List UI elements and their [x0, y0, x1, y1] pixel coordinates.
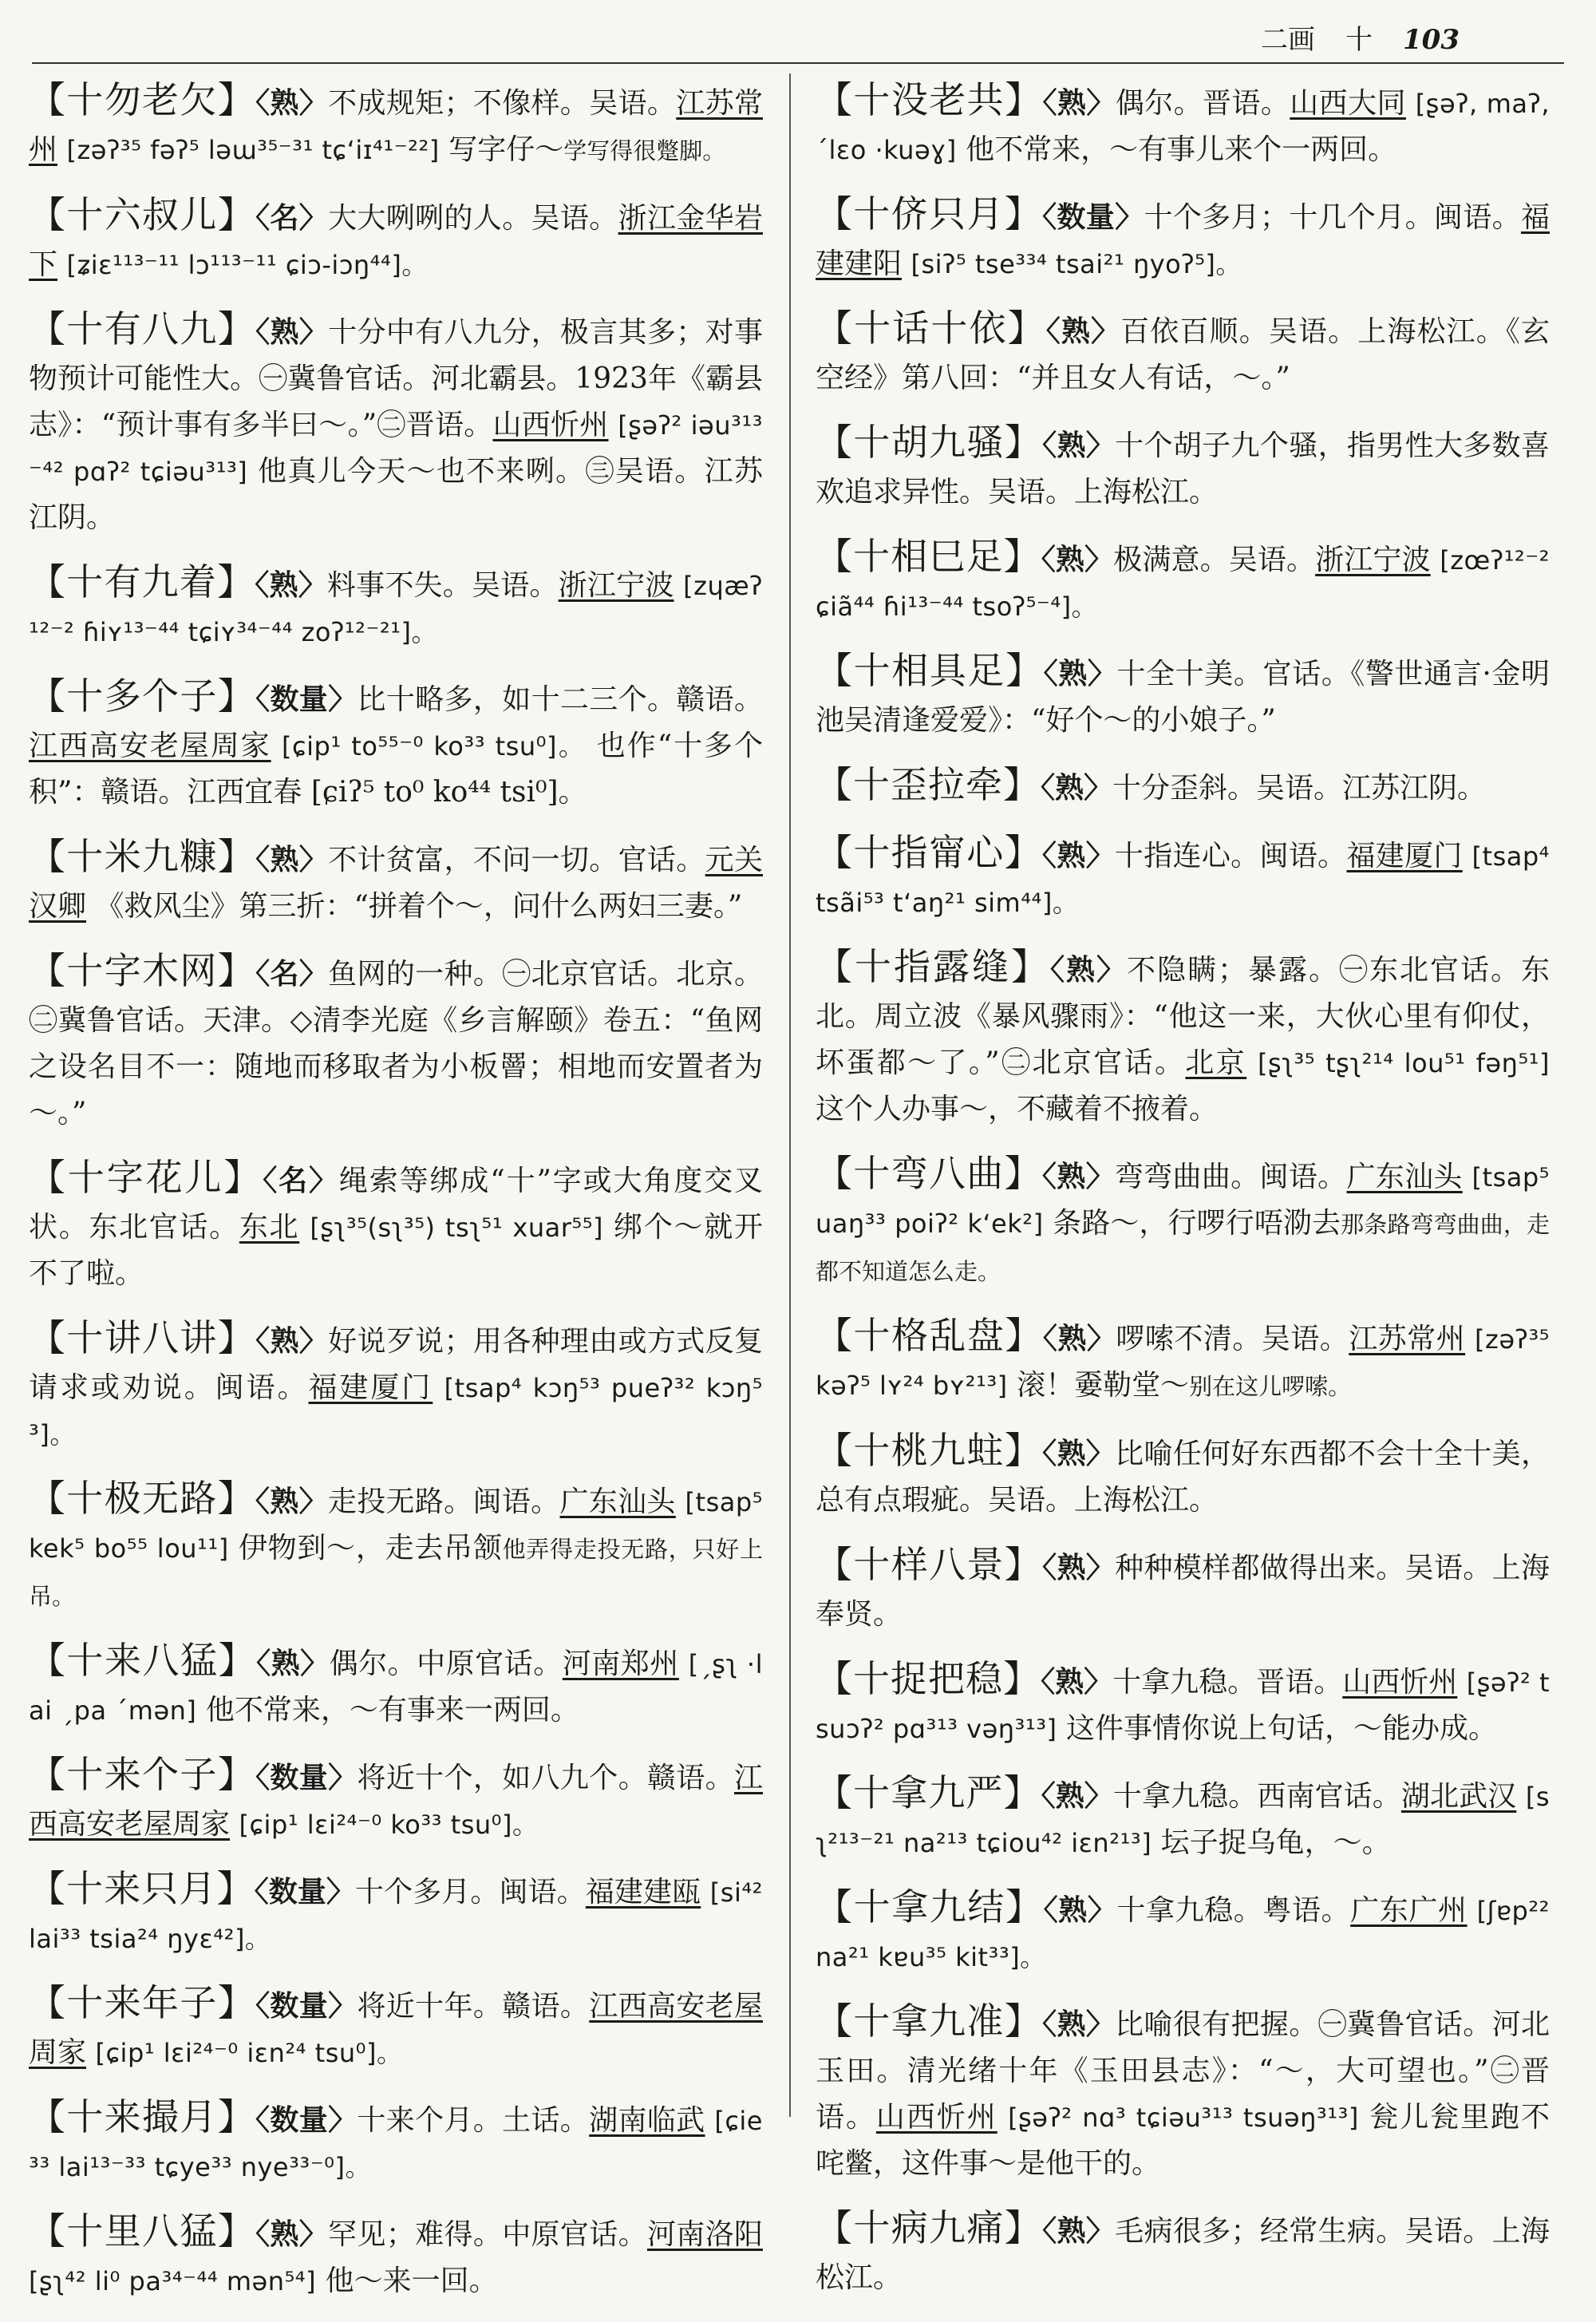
entry-example: 瓮儿瓮里跑不咤鳖，这件事～是他干的。	[816, 2101, 1550, 2180]
entry-headword: 【十拿九结】	[816, 1885, 1044, 1928]
entry-definition: 十个胡子九个骚，指男性大多数喜欢追求异性。吴语。上海松江。	[816, 429, 1550, 508]
entry-pos-tag: 〈熟〉	[1042, 2214, 1116, 2248]
entry-pos-tag: 〈熟〉	[255, 1485, 328, 1518]
entry-phonetic: [tsap⁴ kɔŋ⁵³ pueʔ³² kɔŋ⁵³]。	[29, 1373, 763, 1450]
entry-headword: 【十来八猛】	[29, 1639, 257, 1682]
entry-definition: 将近十年。赣语。	[357, 1990, 590, 2023]
dictionary-entry	[29, 1865, 763, 1962]
entry-headword: 【十病九痛】	[816, 2206, 1043, 2249]
entry-headword: 【十来只月】	[29, 1867, 255, 1910]
entry-place-name: 浙江宁波	[1315, 544, 1431, 576]
entry-definition: 十拿九稳。西南官话。	[1112, 1780, 1401, 1813]
entry-definition: 十拿九稳。粤语。	[1116, 1894, 1351, 1927]
entry-example: 他～来一回。	[325, 2265, 498, 2297]
entry-definition: 偶尔。晋语。	[1115, 87, 1290, 120]
entry-phonetic: [ʂʅ³⁵(sʅ³⁵) tsʅ⁵¹ xuar⁵⁵]	[310, 1212, 604, 1243]
entry-place-name: 广东广州	[1350, 1894, 1468, 1927]
dictionary-entry	[816, 647, 1550, 744]
dictionary-entry	[29, 192, 763, 288]
entry-definition: 比十略多，如十二三个。赣语。	[357, 683, 763, 716]
entry-phonetic: [zœʔ¹²⁻² ɕiã⁴⁴ ɦi¹³⁻⁴⁴ tsoʔ⁵⁻⁴]。	[816, 545, 1550, 622]
entry-headword: 【十里八猛】	[29, 2209, 256, 2253]
entry-definition: 十个多月；十几个月。闽语。	[1144, 201, 1521, 234]
dictionary-entry	[29, 1980, 763, 2076]
dictionary-entry	[816, 943, 1550, 1133]
dictionary-entry	[29, 1637, 763, 1734]
dictionary-entry	[816, 305, 1550, 402]
entry-pos-tag: 〈数量〉	[255, 1761, 358, 1794]
entry-example: 这个人办事～，不藏着不掖着。	[816, 1093, 1219, 1125]
right-column	[816, 77, 1550, 2319]
entry-phonetic: [tsap⁵ uaŋ³³ poiʔ² kʻek²]	[816, 1162, 1550, 1239]
column-divider	[789, 73, 791, 2117]
entry-pos-tag: 〈熟〉	[1050, 953, 1127, 987]
entry-pos-tag: 〈熟〉	[255, 843, 329, 876]
dictionary-entry	[816, 761, 1550, 812]
page-header	[1261, 18, 1564, 57]
entry-place-name: 山西忻州	[492, 409, 609, 441]
entry-definition: 鱼网的一种。㊀北京官话。北京。㊁冀鲁官话。天津。◇清李光庭《乡言解颐》卷五：“鱼网之设名目不一：随地而移取者为小板罾；相地而安置者为～。”	[29, 958, 763, 1129]
entry-phonetic: [ʂəʔ² iəu³¹³⁻⁴² pɑʔ² tɕiəu³¹³]	[29, 410, 763, 487]
entry-headword: 【十字木网】	[29, 949, 256, 992]
entry-pos-tag: 〈熟〉	[1042, 1437, 1116, 1470]
dictionary-entry	[29, 2094, 763, 2190]
entry-headword: 【十拿九准】	[816, 2000, 1043, 2043]
entry-phonetic: [ɕip¹ lɛi²⁴⁻⁰ ko³³ tsu⁰]。	[239, 1810, 539, 1840]
entry-pos-tag: 〈熟〉	[255, 568, 327, 602]
entry-headword: 【十指甯心】	[816, 831, 1042, 874]
entry-place-name: 福建厦门	[308, 1371, 433, 1404]
page-number: 103	[1403, 24, 1460, 56]
entry-definition: 偶尔。中原官话。	[329, 1648, 563, 1680]
entry-gloss: 别在这儿啰嗦。	[1189, 1373, 1352, 1400]
entry-definition: 极满意。吴语。	[1113, 544, 1316, 576]
entry-place-name: 浙江宁波	[558, 569, 674, 602]
entry-headword: 【十有八九】	[29, 307, 256, 350]
entry-definition: 将近十个，如八九个。赣语。	[357, 1762, 734, 1794]
entry-place-name: 湖南临武	[589, 2104, 705, 2137]
entry-phonetic: [ɕie³³ lai¹³⁻³³ tɕye³³ nye³³⁻⁰]。	[29, 2106, 763, 2182]
entry-place-name: 江西高安老屋周家	[29, 730, 271, 762]
entry-definition: 十拿九稳。晋语。	[1112, 1666, 1343, 1699]
entry-definition: 毛病很多；经常生病。吴语。上海松江。	[816, 2215, 1550, 2294]
entry-headword: 【十相具足】	[816, 649, 1044, 692]
entry-place-name: 浙江金华岩下	[29, 202, 763, 281]
entry-phonetic: [ˏʂʅ ·lai ˏpa ˊmən]	[29, 1649, 763, 1726]
entry-headword: 【十来个子】	[29, 1753, 256, 1796]
entry-definition: 十个多月。闽语。	[355, 1876, 586, 1909]
entry-example: 这件事情你说上句话，～能办成。	[1065, 1712, 1497, 1745]
entry-gloss: 那条路弯弯曲曲，走都不知道怎么走。	[816, 1211, 1550, 1285]
entry-definition: 比喻任何好东西都不会十全十美，总有点瑕疵。吴语。上海松江。	[816, 1438, 1550, 1517]
entry-pos-tag: 〈熟〉	[1042, 86, 1116, 120]
entry-place-name: 山西忻州	[1342, 1666, 1458, 1699]
dictionary-entry	[29, 1751, 763, 1848]
entry-pos-tag: 〈数量〉	[255, 2103, 358, 2137]
entry-pos-tag: 〈熟〉	[1043, 657, 1117, 690]
entry-example: 他真儿今天～也不来咧。㊂吴语。江苏江阴。	[29, 455, 763, 534]
entry-definition: 百依百顺。吴语。上海松江。《玄空经》第八回：“并且女人有话，～。”	[816, 315, 1550, 394]
entry-phonetic: [si⁴² lai³³ tsia²⁴ ŋyɛ⁴²]。	[29, 1877, 763, 1954]
entry-definition: 大大咧咧的人。吴语。	[328, 202, 618, 235]
dictionary-entry	[29, 2208, 763, 2304]
entry-pos-tag: 〈熟〉	[1042, 1322, 1116, 1355]
entry-phonetic: [zəʔ³⁵ fəʔ⁵ ləɯ³⁵⁻³¹ tɕʻiɪ⁴¹⁻²²]	[66, 135, 440, 165]
entry-pos-tag: 〈熟〉	[256, 1647, 330, 1680]
entry-pos-tag: 〈熟〉	[1042, 2008, 1116, 2041]
dictionary-entry	[816, 1427, 1550, 1524]
entry-headword: 【十六叔儿】	[29, 193, 256, 236]
entry-headword: 【十拿九严】	[816, 1771, 1041, 1814]
dictionary-entry	[29, 947, 763, 1137]
entry-phonetic: [ʃɐp²² na²¹ kɐu³⁵ kit³³]。	[816, 1896, 1550, 1972]
entry-place-name: 山西大同	[1290, 87, 1406, 120]
entry-headword: 【十格乱盘】	[816, 1314, 1043, 1357]
entry-headword: 【十讲八讲】	[29, 1316, 256, 1359]
dictionary-entry	[29, 77, 763, 174]
dictionary-entry	[29, 559, 763, 655]
entry-definition: 不计贫富，不问一切。官话。	[328, 844, 705, 876]
entry-definition: 料事不失。吴语。	[326, 569, 559, 602]
entry-headword: 【十侪只月】	[816, 192, 1043, 235]
entry-phonetic: [ʑiɛ¹¹³⁻¹¹ lɔ¹¹³⁻¹¹ ɕiɔ-iɔŋ⁴⁴]。	[66, 250, 428, 280]
entry-headword: 【十有九着】	[29, 560, 255, 603]
entry-headword: 【十胡九骚】	[816, 421, 1043, 464]
header-char: 十	[1345, 24, 1373, 56]
entry-example: 也作“十多个积”：赣语。江西宜春 [ɕiʔ⁵ to⁰ ko⁴⁴ tsi⁰]。	[29, 730, 763, 809]
entry-phonetic: [tsap⁴ tsãi⁵³ tʻaŋ²¹ sim⁴⁴]。	[816, 841, 1550, 918]
entry-pos-tag: 〈熟〉	[255, 2217, 329, 2251]
entry-pos-tag: 〈熟〉	[1041, 771, 1113, 805]
entry-pos-tag: 〈熟〉	[1043, 1893, 1117, 1927]
entry-place-name: 江苏常州	[1349, 1323, 1466, 1355]
entry-headword: 【十样八景】	[816, 1543, 1043, 1586]
entry-phonetic: [ʂʅ³⁵ tʂʅ²¹⁴ lou⁵¹ fəŋ⁵¹]	[1258, 1048, 1550, 1078]
entry-pos-tag: 〈熟〉	[1042, 1551, 1116, 1584]
entry-example: 他不常来，～有事来一两回。	[205, 1694, 579, 1727]
entry-phonetic: [zəʔ³⁵ kəʔ⁵ lʏ²⁴ bʏ²¹³]	[816, 1324, 1550, 1401]
entry-phonetic: [tsap⁵ kek⁵ bo⁵⁵ lou¹¹]	[29, 1487, 763, 1564]
entry-headword: 【十来年子】	[29, 1981, 256, 2024]
entry-pos-tag: 〈熟〉	[1041, 543, 1114, 576]
entry-pos-tag: 〈名〉	[263, 1164, 339, 1197]
entry-pos-tag: 〈数量〉	[255, 1989, 358, 2023]
entry-headword: 【十多个子】	[29, 674, 256, 718]
entry-pos-tag: 〈熟〉	[255, 315, 329, 349]
entry-headword: 【十极无路】	[29, 1477, 255, 1520]
entry-definition: 十全十美。官话。《警世通言·金明池吴清逢爱爱》：“好个～的小娘子。”	[816, 658, 1550, 737]
entry-definition: 弯弯曲曲。闽语。	[1114, 1161, 1347, 1193]
entry-place-name: 湖北武汉	[1400, 1780, 1517, 1813]
entry-headword: 【十字花儿】	[29, 1156, 263, 1199]
entry-phonetic: [zɥæʔ¹²⁻² ɦiʏ¹³⁻⁴⁴ tɕiʏ³⁴⁻⁴⁴ zoʔ¹²⁻²¹]。	[29, 571, 763, 647]
entry-place-name: 江苏常州	[29, 87, 763, 166]
entry-headword: 【十勿老欠】	[29, 78, 256, 121]
entry-gloss: 他弄得走投无路，只好上吊。	[29, 1536, 763, 1610]
entry-pos-tag: 〈熟〉	[1045, 314, 1121, 348]
entry-definition: 绳索等绑成“十”字或大角度交叉状。东北官话。	[29, 1165, 763, 1244]
entry-phonetic: [ʂʅ⁴² li⁰ pa³⁴⁻⁴⁴ mən⁵⁴]	[29, 2266, 317, 2296]
dictionary-entry	[29, 306, 763, 541]
entry-definition: 十分歪斜。吴语。江苏江阴。	[1112, 772, 1487, 805]
entry-example: 《救风尘》第三折：“拼着个～，问什么两妇三妻。”	[95, 890, 743, 923]
entry-place-name: 北京	[1185, 1046, 1247, 1079]
entry-pos-tag: 〈熟〉	[255, 1324, 329, 1358]
entry-phonetic: [ʂəʔ² tsuɔʔ² pɑ³¹³ vəŋ³¹³]	[816, 1667, 1550, 1744]
dictionary-entry	[816, 191, 1550, 287]
entry-pos-tag: 〈熟〉	[1041, 1779, 1113, 1813]
dictionary-entry	[816, 2205, 1550, 2301]
entry-example: 写字仔～	[448, 133, 564, 166]
entry-headword: 【十话十依】	[816, 307, 1046, 350]
entry-definition: 罕见；难得。中原官话。	[328, 2218, 647, 2251]
entry-place-name: 江西高安老屋周家	[29, 1990, 763, 2069]
entry-place-name: 江西高安老屋周家	[29, 1762, 763, 1841]
entry-definition: 种种模样都做得出来。吴语。上海奉贤。	[816, 1552, 1550, 1631]
entry-pos-tag: 〈熟〉	[1042, 429, 1116, 462]
dictionary-entry	[816, 419, 1550, 516]
entry-place-name: 元关汉卿	[29, 844, 763, 923]
dictionary-entry	[816, 1312, 1550, 1410]
dictionary-entry	[816, 1655, 1550, 1752]
entry-example: 坛子捉乌龟，～。	[1160, 1826, 1391, 1859]
entry-definition: 好说歹说；用各种理由或方式反复请求或劝说。闽语。	[29, 1325, 763, 1404]
entry-place-name: 河南洛阳	[646, 2218, 763, 2251]
entry-definition: 走投无路。闽语。	[327, 1485, 560, 1518]
entry-definition: 不成规矩；不像样。吴语。	[328, 87, 677, 120]
entry-place-name: 福建建阳	[816, 201, 1550, 280]
dictionary-entry	[816, 1770, 1550, 1866]
entry-place-name: 广东汕头	[1346, 1161, 1463, 1193]
entry-place-name: 东北	[239, 1211, 300, 1244]
entry-example: 绑个～就开不了啦。	[29, 1211, 763, 1290]
entry-headword: 【十来撮月】	[29, 2095, 256, 2138]
dictionary-entry	[816, 1884, 1550, 1980]
entry-place-name: 福建建瓯	[585, 1876, 701, 1909]
entry-pos-tag: 〈熟〉	[1041, 1665, 1113, 1699]
entry-headword: 【十弯八曲】	[816, 1152, 1042, 1195]
entry-place-name: 广东汕头	[559, 1485, 676, 1518]
header-section: 二画	[1261, 24, 1315, 56]
entry-phonetic: [sʅ²¹³⁻²¹ na²¹³ tɕiou⁴² iɛn²¹³]	[816, 1782, 1550, 1858]
entry-example: 他不常来，～有事儿来个一两回。	[966, 133, 1397, 166]
entry-gloss: 学写得很蹩脚。	[563, 137, 726, 164]
entry-place-name: 山西忻州	[875, 2101, 998, 2134]
dictionary-entry	[816, 829, 1550, 926]
entry-definition: 十指连心。闽语。	[1114, 840, 1347, 872]
entry-phonetic: [ɕip¹ to⁵⁵⁻⁰ ko³³ tsu⁰]。	[282, 731, 587, 761]
entry-pos-tag: 〈数量〉	[255, 682, 358, 716]
entry-definition: 啰嗦不清。吴语。	[1116, 1323, 1349, 1355]
entry-example: 滚！嫑勒堂～	[1017, 1369, 1190, 1402]
dictionary-entry	[29, 1475, 763, 1620]
entry-place-name: 福建厦门	[1346, 840, 1463, 872]
entry-pos-tag: 〈名〉	[255, 201, 329, 235]
entry-headword: 【十相巳足】	[816, 535, 1041, 578]
entry-headword: 【十捉把稳】	[816, 1657, 1041, 1700]
entry-phonetic: [ʂəʔ² nɑ³ tɕiəu³¹³ tsuəŋ³¹³]	[1008, 2102, 1359, 2133]
entry-pos-tag: 〈熟〉	[1041, 839, 1115, 872]
entry-example: 条路～，行啰行唔泐去	[1053, 1207, 1341, 1240]
entry-headword: 【十桃九蛀】	[816, 1429, 1043, 1472]
entry-pos-tag: 〈数量〉	[254, 1875, 356, 1909]
dictionary-entry	[29, 833, 763, 930]
entry-definition: 不隐瞒；暴露。㊀东北官话。东北。周立波《暴风骤雨》：“他这一来，大伙心里有仰仗，坏蛋都～了。”㊁北京官话。	[816, 954, 1550, 1079]
entry-pos-tag: 〈名〉	[255, 957, 329, 991]
entry-phonetic: [siʔ⁵ tse³³⁴ tsai²¹ ŋyoʔ⁵]。	[911, 249, 1242, 279]
dictionary-entry	[816, 1541, 1550, 1638]
entry-headword: 【十指露缝】	[816, 945, 1050, 988]
left-column	[29, 77, 763, 2322]
entry-place-name: 河南郑州	[562, 1648, 679, 1680]
dictionary-entry	[29, 1315, 763, 1458]
entry-definition: 十来个月。土话。	[357, 2104, 590, 2137]
entry-headword: 【十米九糠】	[29, 835, 256, 878]
entry-headword: 【十歪拉牵】	[816, 763, 1041, 806]
dictionary-entry	[29, 673, 763, 816]
dictionary-entry	[29, 1154, 763, 1297]
entry-definition: 比喻很有把握。㊀冀鲁官话。河北玉田。清光绪十年《玉田县志》：“～，大可望也。”㊁晋语。	[816, 2008, 1550, 2134]
entry-headword: 【十没老共】	[816, 78, 1043, 121]
entry-pos-tag: 〈熟〉	[1041, 1160, 1115, 1193]
dictionary-entry	[816, 1998, 1550, 2187]
entry-pos-tag: 〈熟〉	[255, 86, 329, 120]
entry-pos-tag: 〈数量〉	[1042, 200, 1144, 234]
dictionary-entry	[816, 1150, 1550, 1295]
header-rule	[32, 62, 1564, 64]
entry-definition: 十分中有八九分，极言其多；对事物预计可能性大。㊀冀鲁官话。河北霸县。1923年《霸县志》：“预计事有多半曰～。”㊁晋语。	[29, 316, 763, 441]
dictionary-entry	[816, 533, 1550, 630]
entry-example: 伊物到～，走去吊颔	[238, 1532, 503, 1564]
dictionary-entry	[816, 77, 1550, 173]
entry-phonetic: [ɕip¹ lɛi²⁴⁻⁰ iɛn²⁴ tsu⁰]。	[95, 2038, 403, 2068]
entry-phonetic: [ʂəʔ, maʔ, ˊlɛo ·kuəɣ]	[816, 89, 1550, 165]
